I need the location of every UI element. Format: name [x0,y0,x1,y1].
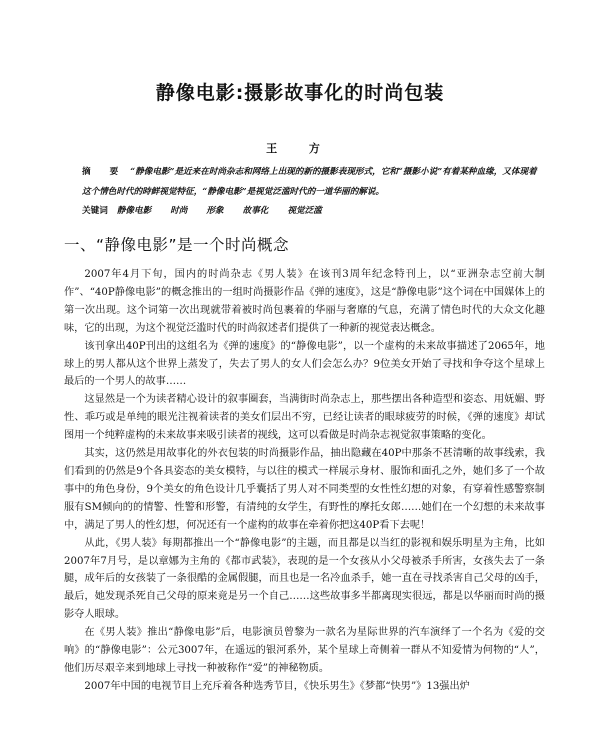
paragraph: 2007年4月下旬，国内的时尚杂志《男人装》在该刊3周年纪念特刊上，以“亚洲杂志空前大制作”、“40P静像电影”的概念推出的一组时尚摄影作品《弹的速度》，这是“静像电影”这个词在中国媒体上的第一次出现。这个词第一次出现就带着被时尚包裹着的华丽与奢靡的气息，充满了情色时代的大众文化趣味，它的出现，为这个视觉泛滥时代的时尚叙述者们提供了一种新的视觉表达概念。 [64,269,545,334]
keyword: 静像电影 [116,206,152,216]
section-heading: 一、“静像电影”是一个时尚概念 [64,236,290,254]
body-text [64,266,545,696]
keyword: 形象 [206,206,224,216]
keywords-label: 关键词 [82,206,108,216]
abstract-text: “静像电影”是近来在时尚杂志和网络上出现的新的摄影表现形式，它和“摄影小说”有着某种血缘，又体现着这个情色时代的時鲜视觉特征，“静像电影”是视觉泛滥时代的一道华丽的解说。 [82,167,537,197]
paragraph: 该刊拿出40P刊出的这组名为《弹的速度》的“静像电影”，以一个虚构的未来故事描述了2065年，地球上的男人都从这个世界上蒸发了，失去了男人的女人们会怎么办？9位美女开始了寻找和争夺这个星球上最后的一个男人的故事…… [64,340,545,388]
keyword: 时尚 [170,206,188,216]
article-title: 静像电影:摄影故事化的时尚包装 [155,82,445,104]
paragraph: 在《男人装》推出“静像电影”后，电影演员曾黎为一款名为星际世界的汽车演绎了一个名为《爱的交响》的“静像电影”：公元3007年，在遥远的银河系外，某个星球上奇侧着一群从不知爱情为何物的“人”，他们历尽艰辛来到地球上寻找一种被称作“爱”的神秘物质。 [64,627,545,674]
paragraph: 这显然是一个为读者精心设计的叙事圈套，当满街时尚杂志上，那些摆出各种造型和姿态、用妩媚、野性、乖巧或是单纯的眼光注视着读者的美女们层出不穷，已经让读者的眼球疲劳的时候，《弹的速度》却试图用一个纯粹虚构的未来故事来吸引读者的视线，这可以看做是时尚杂志视觉叙事策略的变化。 [64,394,545,442]
paragraph: 从此，《男人装》每期都推出一个“静像电影”的主题，而且都是以当红的影视和娱乐明星为主角，比如2007年7月号，是以章娜为主角的《都市武装》，表现的是一个女孩从小父母被杀手所害，女孩失去了一条腿，成年后的女孩装了一条很酷的金属假腿，而且也是一名冷血杀手，她一直在寻找杀害自己父母的凶手，最后，她发现杀死自己父母的原来竟是另一个自己……这些故事多半都离现实很远，都是以华丽而时尚的摄影夺人眼球。 [64,537,545,621]
abstract-block [82,162,544,202]
keyword: 视觉泛滥 [287,206,322,216]
author-name: 王 方 [266,142,334,155]
paragraph: 其实，这仍然是用故事化的外衣包装的时尚摄影作品，抽出隐藏在40P中那条不甚清晰的故事线索，我们看到的仍然是9个各具姿态的美女模特，与以往的模式一样展示身材、服饰和面孔之外，她们多了一个故事中的角色身份，9个美女的角色设计几乎囊括了男人对不同类型的女性性幻想的对象，有穿着性感警察制服有SM倾向的的情警、性警和形警，有清纯的女学生，有野性的摩托女郎……她们在一个幻想的未来故事中，满足了男人的性幻想，何况还有一个虚构的故事在牵着你把这40P看下去呢！ [64,448,545,531]
keywords-block [82,201,552,221]
abstract-label: 摘 要 [82,167,127,177]
paragraph: 2007年中国的电视节目上充斥着各种选秀节目，《快乐男生》《梦都“快男”》13强出炉 [84,680,470,692]
keyword: 故事化 [242,206,269,216]
